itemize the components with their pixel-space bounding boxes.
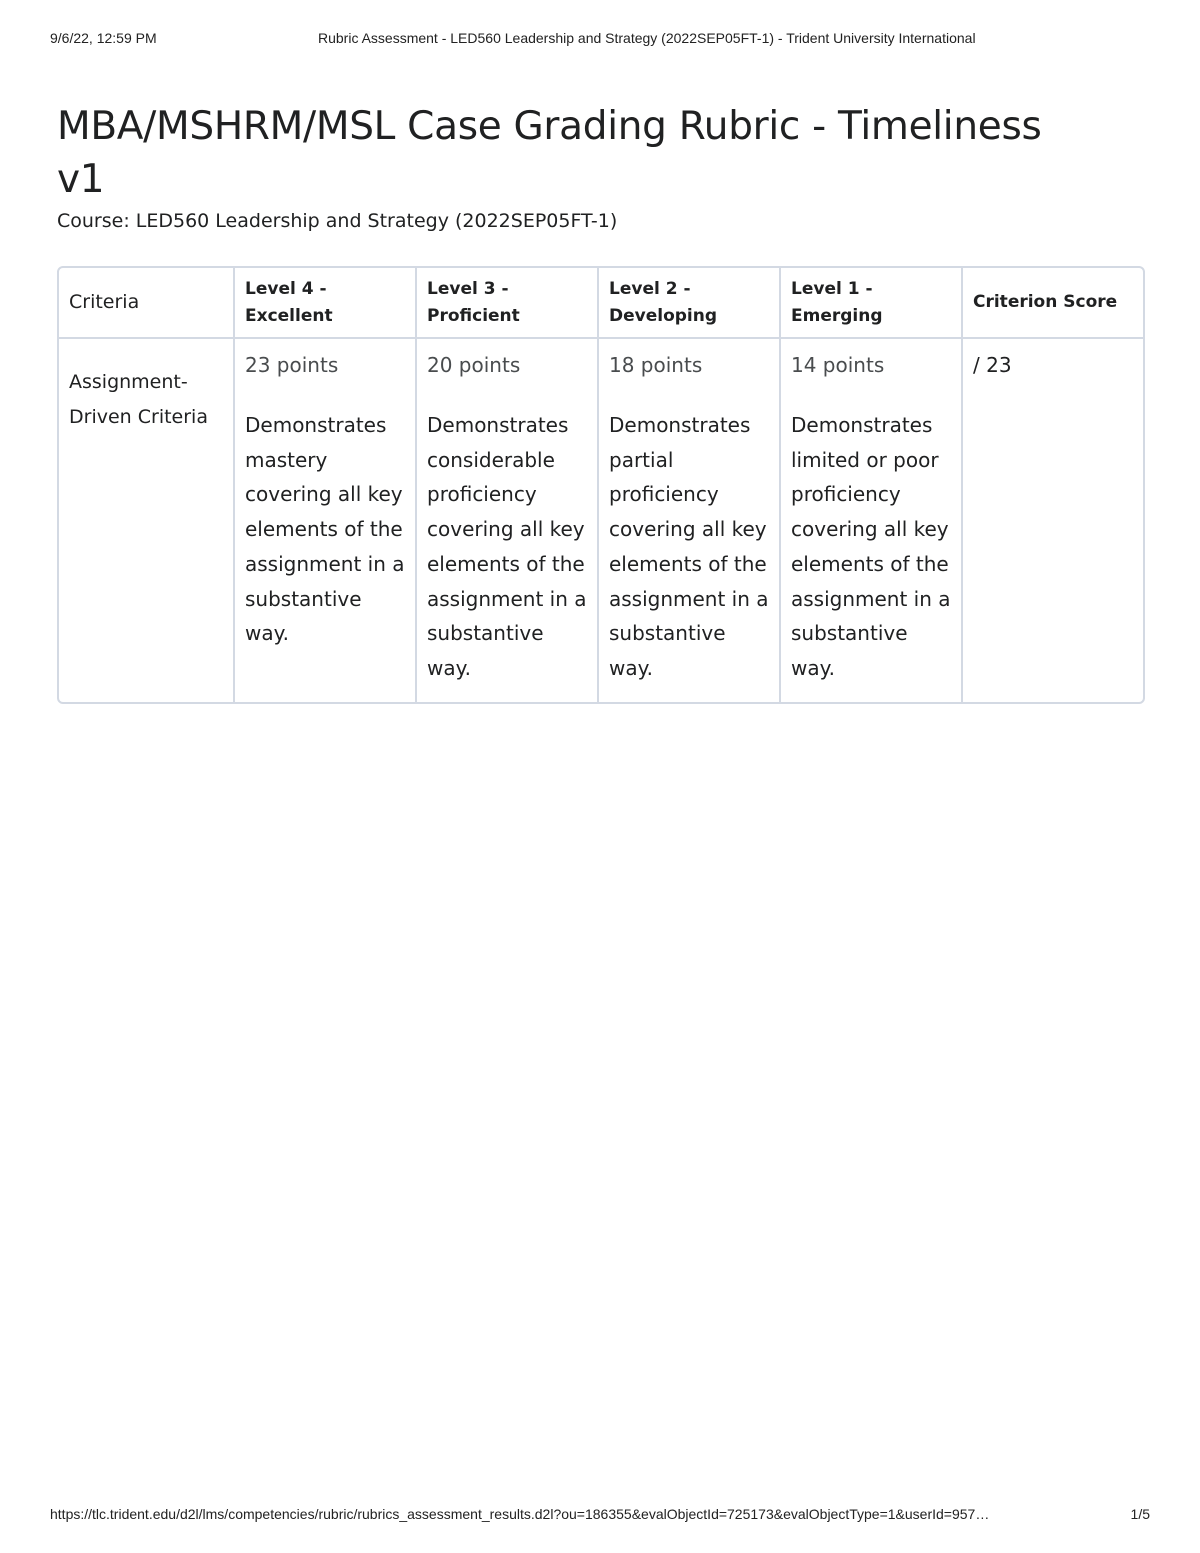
page-number: 1/5 bbox=[1130, 1506, 1150, 1522]
rubric-header-row bbox=[59, 268, 1143, 338]
criterion-score-header: Criterion Score bbox=[962, 268, 1143, 338]
level-1-points: 14 points bbox=[791, 353, 885, 377]
level-4-description: Demonstrates mastery covering all key elements of the assignment in a substantive way. bbox=[245, 413, 405, 646]
criterion-name: Assignment-Driven Criteria bbox=[59, 338, 234, 702]
level-2-points: 18 points bbox=[609, 353, 703, 377]
course-line: Course: LED560 Leadership and Strategy (2022SEP05FT-1) bbox=[57, 210, 618, 232]
rubric-table bbox=[59, 268, 1143, 702]
print-date: 9/6/22, 12:59 PM bbox=[50, 30, 157, 46]
print-footer bbox=[50, 1506, 1150, 1526]
print-url: https://tlc.trident.edu/d2l/lms/competencies/rubric/rubrics_assessment_results.d2l?ou=186355&evalObjectId=725173&evalObjectType=1&userId=957… bbox=[50, 1506, 990, 1522]
rubric-table-container bbox=[57, 266, 1145, 704]
print-header bbox=[50, 30, 1150, 50]
criterion-score: / 23 bbox=[973, 353, 1012, 377]
level-3-cell[interactable] bbox=[416, 338, 598, 702]
level-4-cell[interactable] bbox=[234, 338, 416, 702]
level-3-header: Level 3 - Proficient bbox=[416, 268, 598, 338]
criteria-header: Criteria bbox=[59, 268, 234, 338]
level-3-points: 20 points bbox=[427, 353, 521, 377]
level-1-cell[interactable] bbox=[780, 338, 962, 702]
print-doc-title: Rubric Assessment - LED560 Leadership and Strategy (2022SEP05FT-1) - Trident University International bbox=[318, 30, 976, 46]
level-2-header: Level 2 - Developing bbox=[598, 268, 780, 338]
level-1-description: Demonstrates limited or poor proficiency covering all key elements of the assignment in a substantive way. bbox=[791, 413, 951, 680]
level-2-description: Demonstrates partial proficiency covering all key elements of the assignment in a substantive way. bbox=[609, 413, 769, 680]
level-3-description: Demonstrates considerable proficiency covering all key elements of the assignment in a substantive way. bbox=[427, 413, 587, 680]
level-2-cell[interactable] bbox=[598, 338, 780, 702]
level-4-points: 23 points bbox=[245, 353, 339, 377]
level-1-header: Level 1 - Emerging bbox=[780, 268, 962, 338]
table-row bbox=[59, 338, 1143, 702]
level-4-header: Level 4 - Excellent bbox=[234, 268, 416, 338]
page-title: MBA/MSHRM/MSL Case Grading Rubric - Timeliness v1 bbox=[57, 104, 1042, 202]
